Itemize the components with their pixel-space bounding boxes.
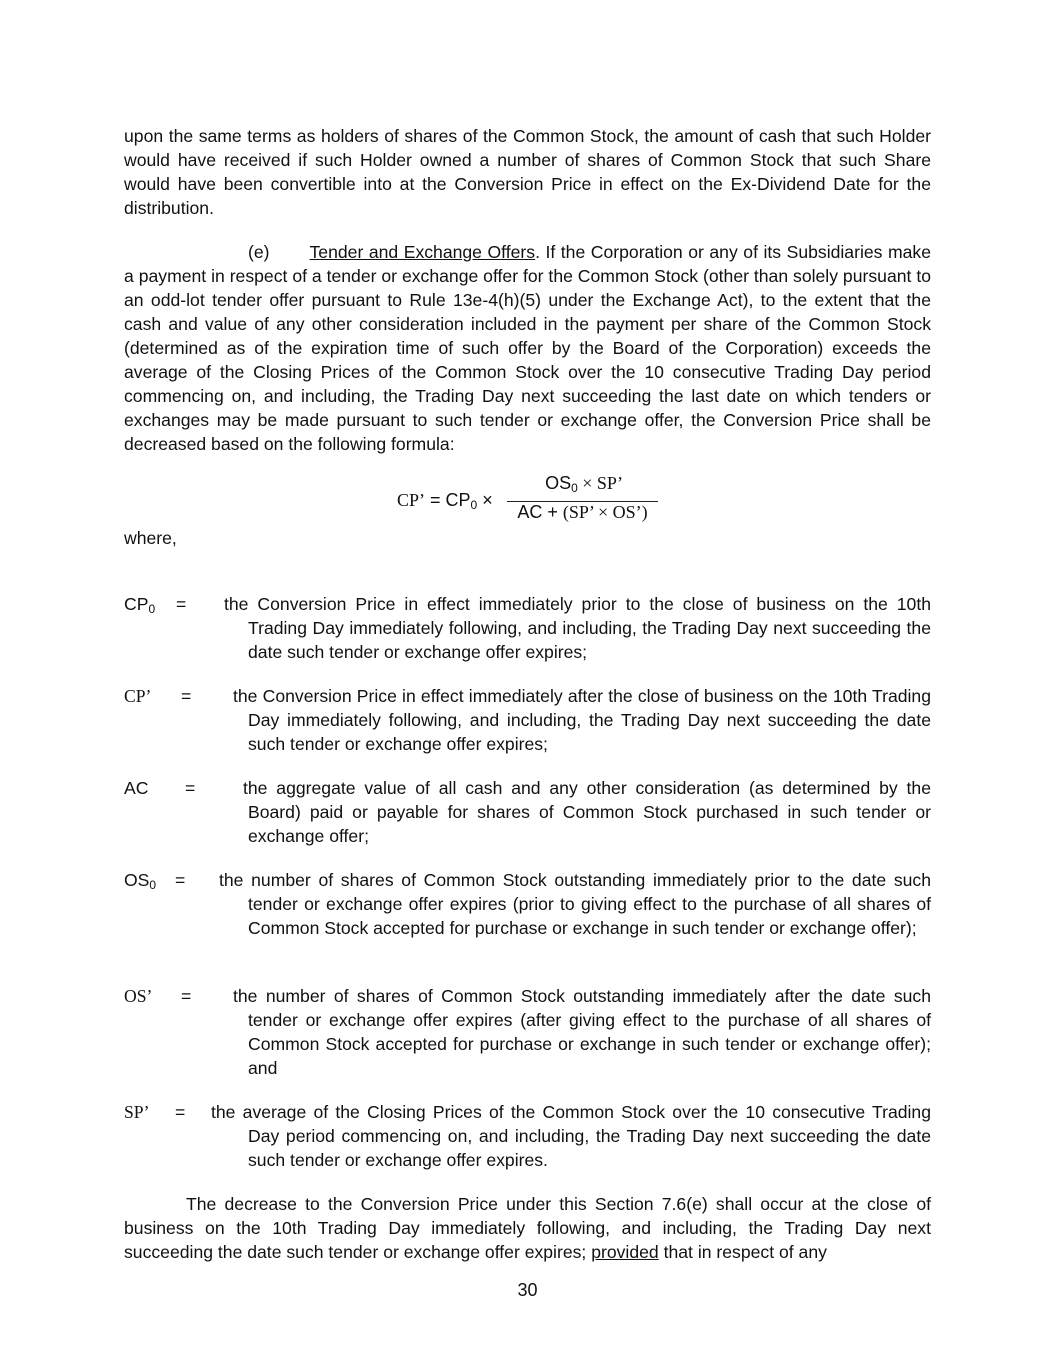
definition-term: $CP_0$ — [124, 594, 156, 616]
definition-term: $OS_0$ — [124, 870, 157, 892]
definition-term: SP’ — [124, 1102, 150, 1122]
definition-text: the Conversion Price in effect immediately prior to the close of business on the 10th Trading Day immediately following, and including, the Trading Day next succeeding the date such tender or exchange offer expires; — [224, 594, 931, 662]
definition-sp-prime — [124, 1100, 931, 1172]
continuation-paragraph: upon the same terms as holders of shares of the Common Stock, the amount of cash that such Holder would have received if such Holder owned a number of shares of Common Stock that such Share would have been convertible into at the Conversion Price in effect on the Ex-Dividend Date for the distribution. — [124, 126, 931, 218]
definition-term: AC — [124, 778, 149, 798]
definition-cp0 — [124, 592, 931, 664]
section-e-heading: Tender and Exchange Offers — [309, 242, 536, 262]
definition-equals: = — [185, 778, 196, 798]
definition-equals: = — [175, 1102, 186, 1122]
definition-term: CP’ — [124, 686, 152, 706]
section-e-text: . If the Corporation or any of its Subsidiaries make a payment in respect of a tender or exchange offer for the Common Stock (other than solely pursuant to an odd-lot tender offer pursuant to Rule 13e-4(h)(5) under the Exchange Act), to the extent that the cash and value of any other consideration included in the payment per share of the Common Stock (determined as of the expiration time of such offer by the Board of the Corporation) exceeds the average of the Closing Prices of the Common Stock over the 10 consecutive Trading Day period commencing on, and including, the Trading Day next succeeding the last date on which tenders or exchanges may be made pursuant to such tender or exchange offer, the Conversion Price shall be decreased based on the following formula: — [124, 242, 931, 454]
definition-equals: = — [181, 986, 192, 1006]
definition-os0 — [124, 868, 931, 940]
definition-cp-prime — [124, 684, 931, 756]
section-e-label: (e) — [248, 242, 270, 262]
definition-text: the number of shares of Common Stock outstanding immediately prior to the date such tender or exchange offer expires (prior to giving effect to the purchase of all shares of Common Stock accepted for purchase or exchange in such tender or exchange offer); — [219, 870, 931, 938]
formula-lhs: CP’ = $CP_0$ × — [397, 490, 493, 512]
definition-text: the Conversion Price in effect immediately after the close of business on the 10th Trading Day immediately following, and including, the Trading Day next succeeding the date such tender or exchange offer expires; — [233, 686, 931, 754]
provided-term: provided — [591, 1242, 659, 1262]
definition-text: the number of shares of Common Stock outstanding immediately after the date such tender or exchange offer expires (after giving effect to the purchase of all shares of Common Stock accepted for purchase or exchange in such tender or exchange offer); and — [233, 986, 931, 1078]
conversion-price-formula — [397, 473, 667, 533]
formula-numerator: $OS_0$ × SP’ — [545, 473, 623, 495]
definition-text: the average of the Closing Prices of the Common Stock over the 10 consecutive Trading Day period commencing on, and including, the Trading Day next succeeding the date such tender or exchange offer expires. — [211, 1102, 931, 1170]
definition-text: the aggregate value of all cash and any other consideration (as determined by the Board) paid or payable for shares of Common Stock purchased in such tender or exchange offer; — [243, 778, 931, 846]
final-paragraph: The decrease to the Conversion Price under this Section 7.6(e) shall occur at the close of business on the 10th Trading Day immediately following, and including, the Trading Day next succeeding the date such tender or exchange offer expires; provided that in respect of any — [124, 1194, 931, 1262]
formula-denominator: AC + (SP’ × OS’) — [517, 502, 648, 522]
where-label: where, — [124, 528, 177, 548]
definition-term: OS’ — [124, 986, 153, 1006]
definition-os-prime — [124, 984, 931, 1080]
definition-equals: = — [176, 594, 187, 614]
page-number: 30 — [517, 1280, 538, 1300]
definition-equals: = — [175, 870, 186, 890]
section-e-paragraph — [124, 240, 931, 456]
definition-ac — [124, 776, 931, 848]
definition-equals: = — [181, 686, 192, 706]
